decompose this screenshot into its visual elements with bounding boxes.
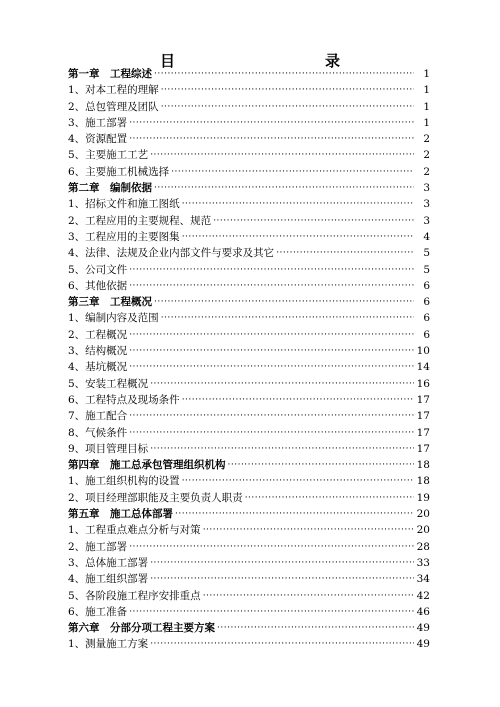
toc-section-entry[interactable]	[68, 229, 430, 245]
toc-page-number: 33	[416, 556, 430, 569]
toc-entry-title: 2、工程概况	[68, 328, 128, 341]
toc-section-entry[interactable]	[68, 376, 430, 392]
toc-section-entry[interactable]	[68, 425, 430, 441]
toc-entry-title: 第四章 施工总承包管理组织机构	[68, 459, 226, 472]
dot-leader	[182, 392, 414, 408]
toc-entry-title: 3、施工部署	[68, 116, 128, 129]
toc-section-entry[interactable]	[68, 310, 430, 326]
dot-leader	[150, 571, 414, 587]
toc-page-number: 1	[423, 84, 430, 97]
toc-section-entry[interactable]	[68, 522, 430, 538]
toc-page-number: 3	[423, 182, 430, 195]
toc-entry-title: 第五章 施工总体部署	[68, 508, 173, 521]
toc-section-entry[interactable]	[68, 636, 430, 652]
dot-leader	[129, 262, 414, 278]
toc-page-number: 18	[416, 459, 430, 472]
toc-section-entry[interactable]	[68, 604, 430, 620]
toc-section-entry[interactable]	[68, 115, 430, 131]
toc-page-number: 6	[423, 312, 430, 325]
toc-entry-title: 6、主要施工机械选择	[68, 165, 170, 178]
toc-page-number: 17	[416, 442, 430, 455]
toc-entry-title: 1、工程重点难点分析与对策	[68, 524, 201, 537]
dot-leader	[150, 555, 414, 571]
toc-page-number: 1	[423, 68, 430, 80]
toc-page-number: 19	[416, 491, 430, 504]
dot-leader	[175, 506, 414, 522]
dot-leader	[182, 229, 414, 245]
toc-section-entry[interactable]	[68, 473, 430, 489]
toc-page-number: 2	[423, 149, 430, 162]
toc-entry-title: 5、公司文件	[68, 263, 128, 276]
toc-chapter-entry[interactable]	[68, 180, 430, 196]
toc-entry-title: 6、施工准备	[68, 605, 128, 618]
toc-entry-title: 5、各阶段施工程序安排重点	[68, 589, 201, 602]
dot-leader	[217, 620, 414, 636]
dot-leader	[154, 180, 414, 196]
toc-section-entry[interactable]	[68, 196, 430, 212]
toc-page-number: 5	[423, 263, 430, 276]
toc-entry-title: 1、施工组织机构的设置	[68, 475, 180, 488]
toc-entry-title: 4、资源配置	[68, 133, 128, 146]
toc-chapter-entry[interactable]	[68, 66, 430, 82]
toc-page-number: 20	[416, 524, 430, 537]
dot-leader	[161, 82, 414, 98]
toc-page-number: 16	[416, 377, 430, 390]
toc-page-number: 14	[416, 361, 430, 374]
toc-section-entry[interactable]	[68, 147, 430, 163]
toc-entry-title: 3、工程应用的主要图集	[68, 230, 180, 243]
toc-page-number: 6	[423, 296, 430, 309]
toc-section-entry[interactable]	[68, 99, 430, 115]
toc-section-entry[interactable]	[68, 327, 430, 343]
toc-page-number: 6	[423, 328, 430, 341]
dot-leader	[150, 636, 414, 652]
toc-section-entry[interactable]	[68, 82, 430, 98]
toc-entry-title: 5、主要施工工艺	[68, 149, 149, 162]
dot-leader	[161, 310, 414, 326]
dot-leader	[129, 278, 414, 294]
toc-section-entry[interactable]	[68, 359, 430, 375]
toc-section-entry[interactable]	[68, 131, 430, 147]
dot-leader	[245, 490, 414, 506]
toc-page-number: 1	[423, 116, 430, 129]
toc-chapter-entry[interactable]	[68, 294, 430, 310]
toc-section-entry[interactable]	[68, 343, 430, 359]
toc-entry-title: 第一章 工程综述	[68, 68, 152, 80]
toc-page-number: 18	[416, 475, 430, 488]
toc-entry-title: 7、施工配合	[68, 410, 128, 423]
dot-leader	[129, 359, 414, 375]
dot-leader	[129, 408, 414, 424]
toc-page-number: 17	[416, 410, 430, 423]
dot-leader	[213, 213, 414, 229]
dot-leader	[203, 522, 414, 538]
toc-page-number: 46	[416, 605, 430, 618]
toc-page-number: 20	[416, 508, 430, 521]
dot-leader	[154, 66, 414, 82]
toc-list	[68, 66, 430, 653]
toc-page-number: 17	[416, 426, 430, 439]
toc-page-number: 28	[416, 540, 430, 553]
toc-section-entry[interactable]	[68, 213, 430, 229]
toc-page-number: 49	[416, 622, 430, 635]
toc-section-entry[interactable]	[68, 392, 430, 408]
toc-page-number: 10	[416, 345, 430, 358]
dot-leader	[171, 164, 414, 180]
dot-leader	[129, 327, 414, 343]
dot-leader	[150, 147, 414, 163]
dot-leader	[154, 294, 414, 310]
dot-leader	[161, 99, 414, 115]
dot-leader	[182, 196, 414, 212]
toc-page-number: 6	[423, 279, 430, 292]
toc-section-entry[interactable]	[68, 164, 430, 180]
toc-entry-title: 3、总体施工部署	[68, 556, 149, 569]
toc-entry-title: 第六章 分部分项工程主要方案	[68, 622, 215, 635]
toc-page-number: 3	[423, 214, 430, 227]
toc-page-number: 4	[423, 230, 430, 243]
toc-section-entry[interactable]	[68, 408, 430, 424]
toc-entry-title: 3、结构概况	[68, 345, 128, 358]
toc-entry-title: 第三章 工程概况	[68, 296, 152, 309]
toc-entry-title: 4、施工组织部署	[68, 573, 149, 586]
toc-entry-title: 1、测量施工方案	[68, 638, 149, 651]
toc-page-number: 49	[416, 638, 430, 651]
toc-chapter-entry[interactable]	[68, 620, 430, 636]
toc-entry-title: 8、气候条件	[68, 426, 128, 439]
toc-entry-title: 5、安装工程概况	[68, 377, 149, 390]
dot-leader	[129, 539, 414, 555]
dot-leader	[203, 588, 414, 604]
toc-entry-title: 2、施工部署	[68, 540, 128, 553]
toc-chapter-entry[interactable]	[68, 457, 430, 473]
toc-page-number: 5	[423, 247, 430, 260]
toc-page-number: 1	[423, 100, 430, 113]
dot-leader	[150, 376, 414, 392]
toc-page-number: 2	[423, 165, 430, 178]
toc-entry-title: 4、法律、法规及企业内部文件与要求及其它	[68, 247, 275, 260]
dot-leader	[276, 245, 414, 261]
dot-leader	[129, 425, 414, 441]
toc-chapter-entry[interactable]	[68, 506, 430, 522]
toc-section-entry[interactable]	[68, 262, 430, 278]
toc-entry-title: 6、其他依据	[68, 279, 128, 292]
dot-leader	[129, 115, 414, 131]
toc-entry-title: 4、基坑概况	[68, 361, 128, 374]
toc-page-number: 3	[423, 198, 430, 211]
toc-page-number: 17	[416, 393, 430, 406]
toc-page-number: 2	[423, 133, 430, 146]
toc-page-number: 42	[416, 589, 430, 602]
toc-page-number: 34	[416, 573, 430, 586]
toc-section-entry[interactable]	[68, 555, 430, 571]
toc-entry-title: 2、项目经理部职能及主要负责人职责	[68, 491, 243, 504]
toc-entry-title: 1、招标文件和施工图纸	[68, 198, 180, 211]
toc-section-entry[interactable]	[68, 490, 430, 506]
dot-leader	[129, 131, 414, 147]
dot-leader	[228, 457, 415, 473]
dot-leader	[129, 604, 414, 620]
toc-section-entry[interactable]	[68, 588, 430, 604]
toc-entry-title: 2、总包管理及团队	[68, 100, 159, 113]
toc-entry-title: 1、对本工程的理解	[68, 84, 159, 97]
toc-section-entry[interactable]	[68, 539, 430, 555]
toc-entry-title: 9、项目管理目标	[68, 442, 149, 455]
toc-section-entry[interactable]	[68, 441, 430, 457]
toc-entry-title: 1、编制内容及范围	[68, 312, 159, 325]
toc-section-entry[interactable]	[68, 571, 430, 587]
toc-section-entry[interactable]	[68, 245, 430, 261]
dot-leader	[129, 343, 414, 359]
dot-leader	[182, 473, 414, 489]
toc-entry-title: 6、工程特点及现场条件	[68, 393, 180, 406]
dot-leader	[150, 441, 414, 457]
toc-section-entry[interactable]	[68, 278, 430, 294]
toc-entry-title: 2、工程应用的主要规程、规范	[68, 214, 212, 227]
toc-title: 目 录	[159, 52, 380, 70]
toc-entry-title: 第二章 编制依据	[68, 182, 152, 195]
